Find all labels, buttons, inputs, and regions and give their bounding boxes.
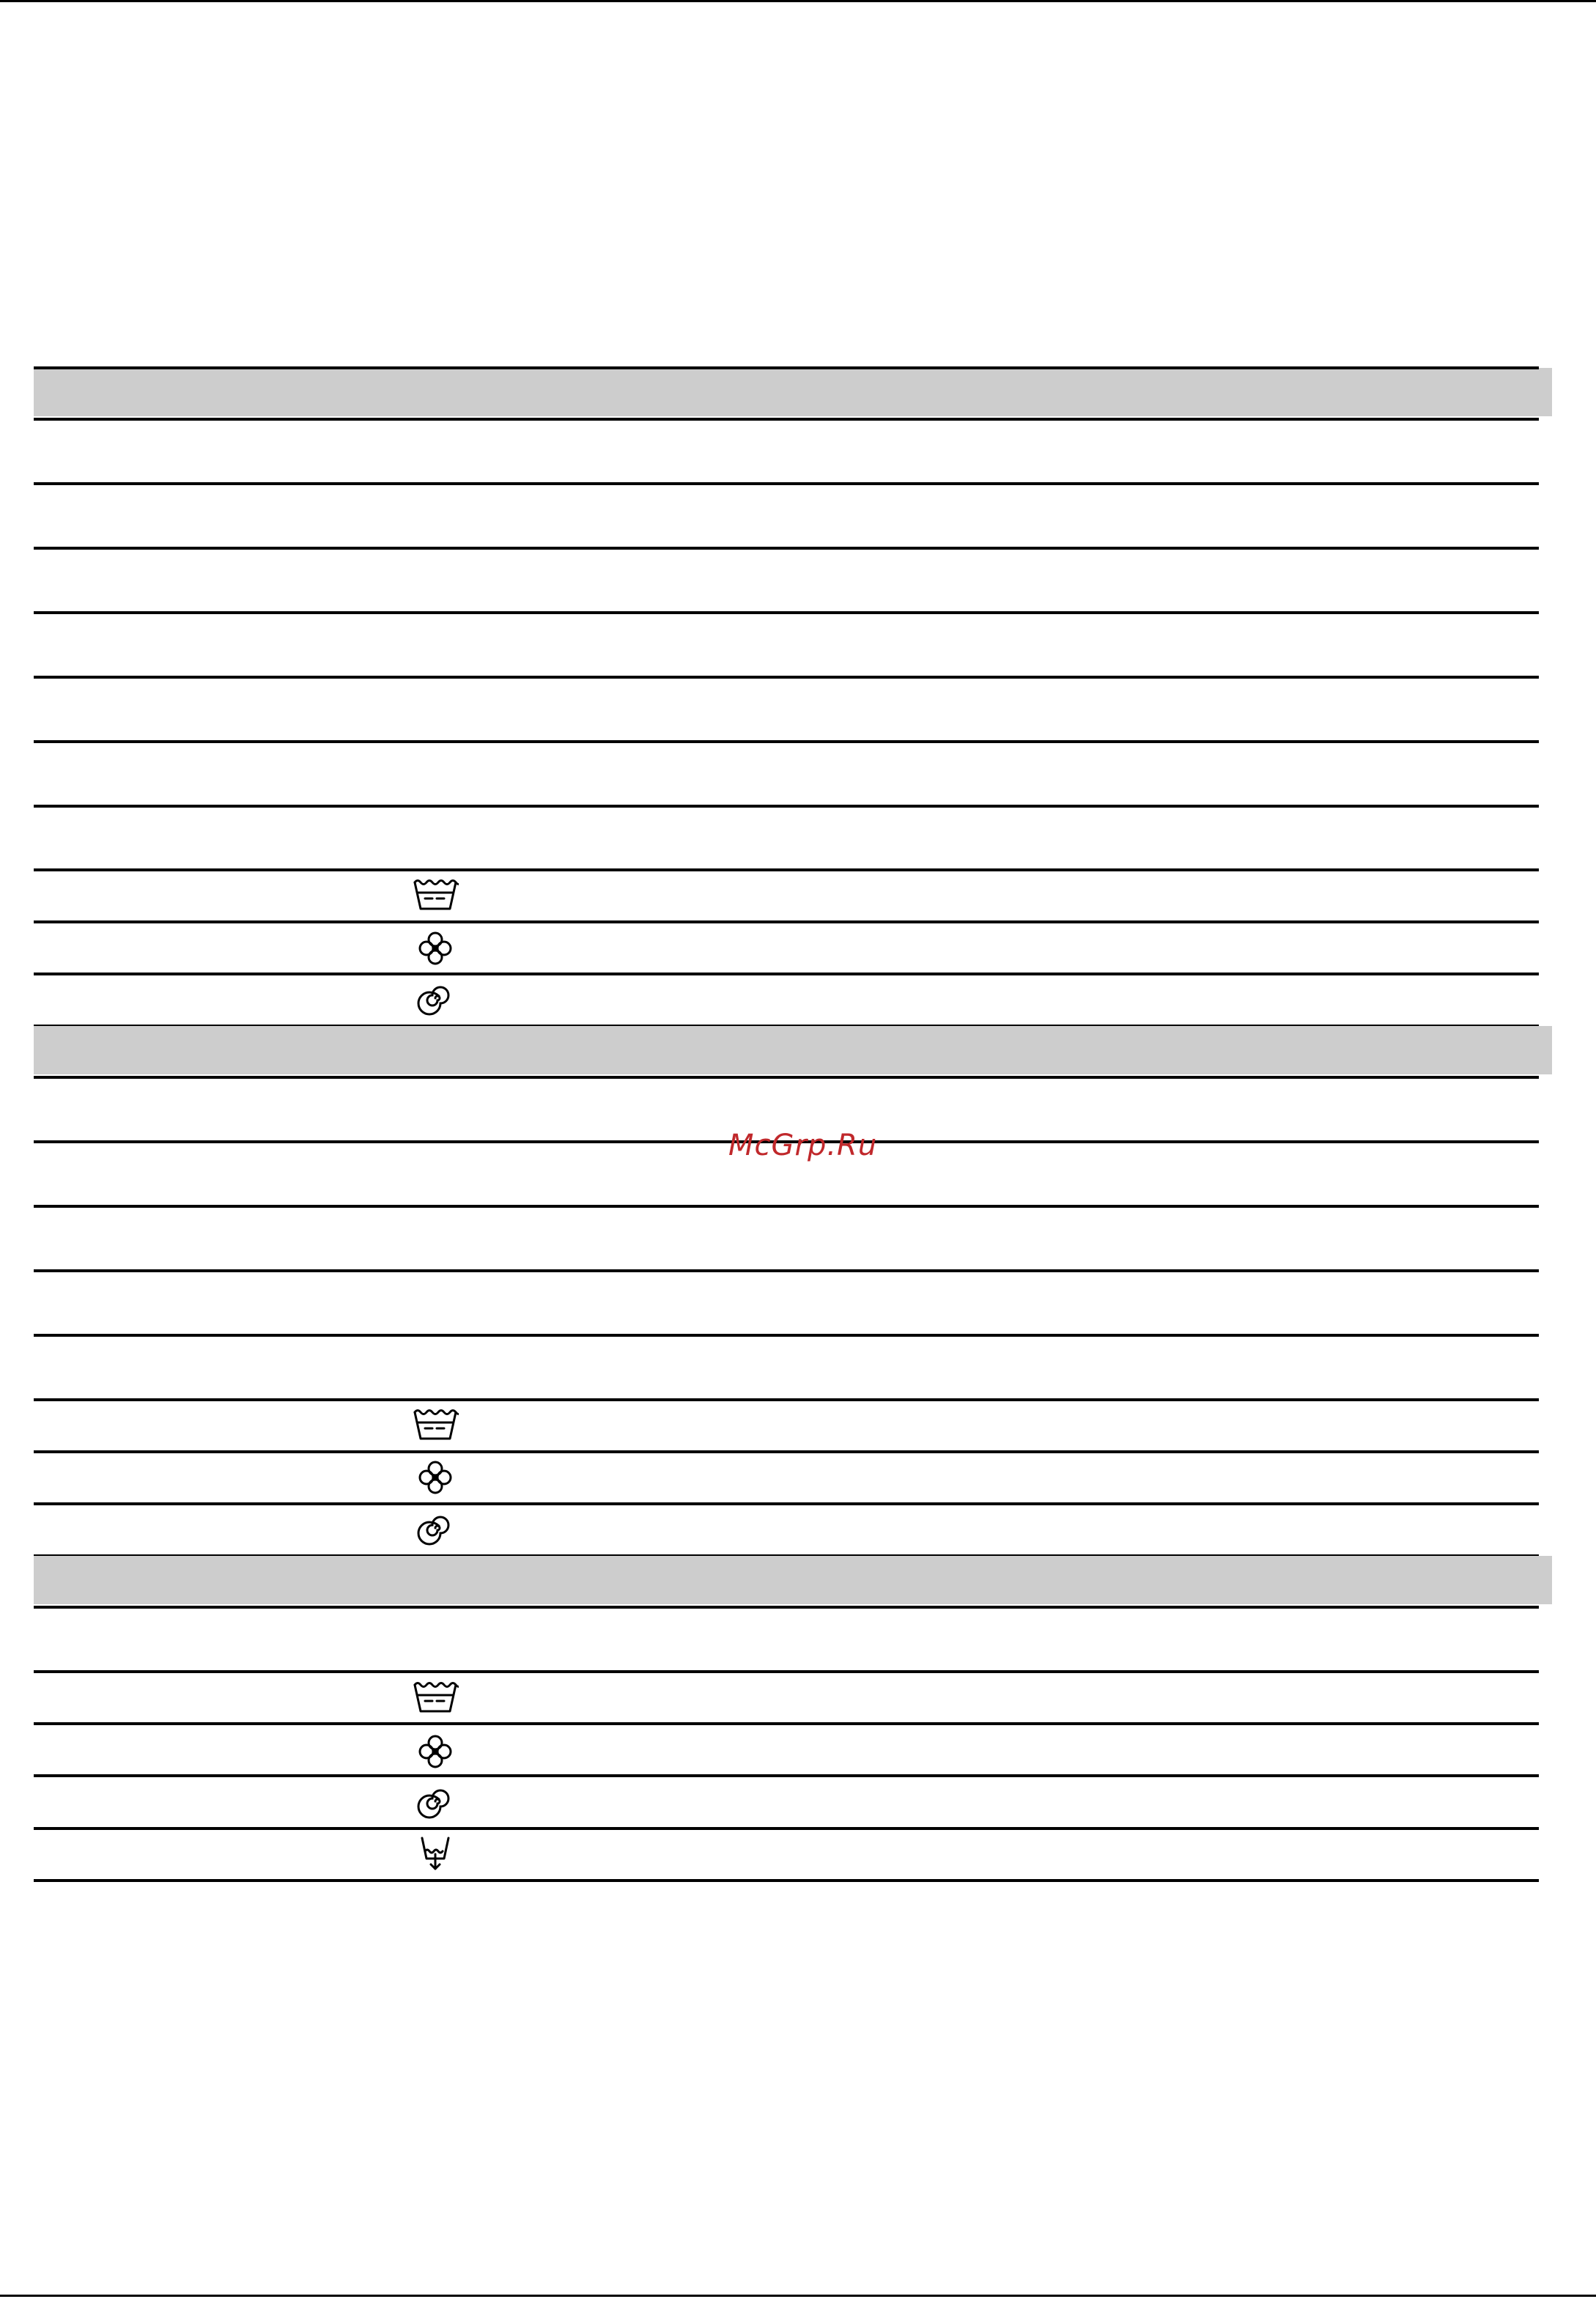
table-row-rule — [34, 1398, 1539, 1401]
table-row-rule — [34, 482, 1539, 485]
drain-tub-icon — [412, 1835, 459, 1873]
table-row-rule — [34, 740, 1539, 743]
section-1-header-top-rule — [34, 366, 1539, 369]
rinse-flower-icon — [412, 1458, 459, 1497]
table-row-rule — [34, 547, 1539, 550]
page-top-rule — [0, 0, 1596, 2]
table-row-rule — [34, 1450, 1539, 1453]
wash-tub-icon — [412, 1679, 459, 1717]
page-bottom-rule — [0, 2295, 1596, 2297]
table-row-rule — [34, 676, 1539, 679]
section-1-header — [34, 368, 1552, 416]
table-row-rule — [34, 1205, 1539, 1208]
rinse-flower-icon — [412, 1732, 459, 1771]
table-row-rule — [34, 1269, 1539, 1272]
table-row-rule — [34, 920, 1539, 923]
table-row-rule — [34, 1670, 1539, 1673]
table-row-rule — [34, 1827, 1539, 1830]
wash-tub-icon — [412, 1406, 459, 1444]
table-row-rule — [34, 1502, 1539, 1505]
table-row-rule — [34, 418, 1539, 421]
section-3-header — [34, 1556, 1552, 1604]
table-row-rule — [34, 1774, 1539, 1777]
table-row-rule — [34, 611, 1539, 614]
table-row-rule — [34, 805, 1539, 808]
table-row-rule — [34, 1879, 1539, 1882]
rinse-flower-icon — [412, 929, 459, 967]
table-row-rule — [34, 1334, 1539, 1337]
spin-spiral-icon — [412, 979, 459, 1017]
table-row-rule — [34, 868, 1539, 871]
wash-tub-icon — [412, 877, 459, 915]
watermark: McGrp.Ru — [728, 1129, 878, 1162]
spin-spiral-icon — [412, 1509, 459, 1547]
table-row-rule — [34, 1606, 1539, 1609]
table-row-rule — [34, 1722, 1539, 1725]
table-row-rule — [34, 1076, 1539, 1079]
table-row-rule — [34, 973, 1539, 975]
spin-spiral-icon — [412, 1782, 459, 1820]
section-2-header — [34, 1026, 1552, 1074]
